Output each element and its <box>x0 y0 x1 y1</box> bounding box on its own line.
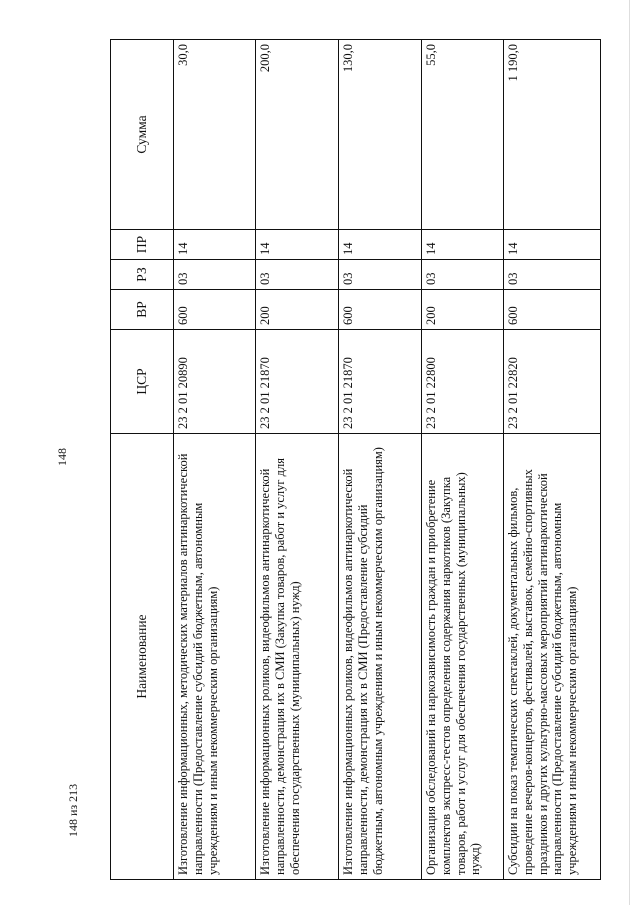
cell-name: Организация обследований на наркозависимость граждан и приобретение комплектов экспресс-тестов определения содержания наркотиков (Закупка товаров, работ и услуг для обеспечения государственных (муниципальных) нужд) <box>422 434 504 880</box>
cell-name: Изготовление информационных, методических материалов антинаркотической направленности (Предоставление субсидий бюджетным, автономным учреждениям и иным некоммерческим организациям) <box>174 434 256 880</box>
cell-rz: 03 <box>339 260 422 290</box>
cell-rz: 03 <box>422 260 504 290</box>
cell-rz: 03 <box>174 260 256 290</box>
cell-pr: 14 <box>422 230 504 260</box>
cell-csr: 23 2 01 20890 <box>174 330 256 434</box>
table-row <box>504 40 601 880</box>
header-row <box>111 40 174 880</box>
cell-sum: 30,0 <box>174 40 256 230</box>
cell-sum: 55,0 <box>422 40 504 230</box>
cell-csr: 23 2 01 21870 <box>339 330 422 434</box>
cell-name: Изготовление информационных роликов, видеофильмов антинаркотической направленности, демонстрация их в СМИ (Предоставление субсидий бюджетным, автономным учреждениям и иным некоммерческим организациям) <box>339 434 422 880</box>
cell-csr: 23 2 01 22800 <box>422 330 504 434</box>
header-rz: РЗ <box>111 260 174 290</box>
cell-name: Субсидии на показ тематических спектаклей, документальных фильмов, проведение вечеров-концертов, фестивалей, выставок, семейно-спортивных праздников и других культурно-массовых мероприятий антинаркотической направленности (Предоставление субсидий бюджетным, автономным учреждениям и иным некоммерческим организациям) <box>504 434 601 880</box>
cell-sum: 200,0 <box>256 40 339 230</box>
cell-vr: 600 <box>504 290 601 330</box>
cell-vr: 600 <box>174 290 256 330</box>
cell-pr: 14 <box>504 230 601 260</box>
cell-pr: 14 <box>339 230 422 260</box>
cell-pr: 14 <box>256 230 339 260</box>
cell-rz: 03 <box>256 260 339 290</box>
cell-pr: 14 <box>174 230 256 260</box>
budget-table <box>110 39 601 880</box>
cell-sum: 1 190,0 <box>504 40 601 230</box>
cell-vr: 600 <box>339 290 422 330</box>
cell-vr: 200 <box>422 290 504 330</box>
scan-edge <box>629 0 630 905</box>
header-vr: ВР <box>111 290 174 330</box>
page-number: 148 <box>55 448 69 466</box>
cell-vr: 200 <box>256 290 339 330</box>
header-sum: Сумма <box>111 40 174 230</box>
header-pr: ПР <box>111 230 174 260</box>
cell-csr: 23 2 01 22820 <box>504 330 601 434</box>
cell-name: Изготовление информационных роликов, видеофильмов антинаркотической направленности, демонстрация их в СМИ (Закупка товаров, работ и услуг для обеспечения государственных (муниципальных) нужд) <box>256 434 339 880</box>
budget-table-rotated <box>110 40 578 880</box>
cell-rz: 03 <box>504 260 601 290</box>
table-row <box>256 40 339 880</box>
cell-sum: 130,0 <box>339 40 422 230</box>
header-name: Наименование <box>111 434 174 880</box>
table-row <box>174 40 256 880</box>
table-row <box>339 40 422 880</box>
cell-csr: 23 2 01 21870 <box>256 330 339 434</box>
page-counter: 148 из 213 <box>66 783 80 837</box>
table-row <box>422 40 504 880</box>
header-csr: ЦСР <box>111 330 174 434</box>
